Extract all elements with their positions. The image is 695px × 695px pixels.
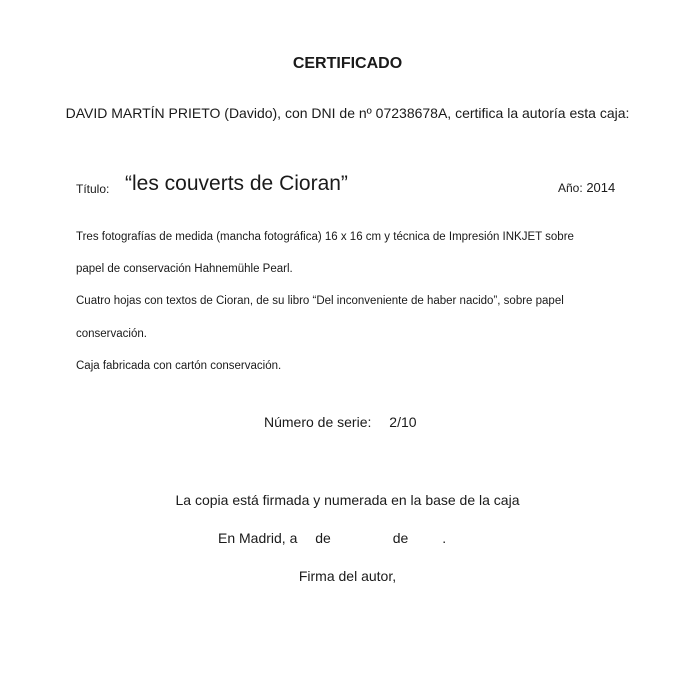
author-signature-label: Firma del autor, [298, 568, 397, 584]
certificate-heading: CERTIFICADO [292, 55, 403, 72]
year-label: Año: [558, 181, 583, 195]
serial-number [264, 414, 417, 430]
work-title: “les couverts de Cioran” [125, 172, 348, 195]
place-date-line [218, 530, 446, 546]
signed-copy-note: La copia está firmada y numerada en la base de la caja [175, 492, 520, 508]
description-line: Cuatro hojas con textos de Cioran, de su libro “Del inconveniente de haber nacido”, sobre papel [76, 295, 564, 307]
date-de-1: de [315, 530, 331, 546]
date-de-2: de [392, 530, 409, 546]
description-line: papel de conservación Hahnemühle Pearl. [76, 263, 293, 275]
title-row [0, 172, 695, 202]
author-statement: DAVID MARTÍN PRIETO (Davido), con DNI de nº 07238678A, certifica la autoría esta caja: [65, 105, 630, 121]
title-label: Título: [76, 182, 110, 196]
description-line: Caja fabricada con cartón conservación. [76, 360, 282, 372]
serial-value: 2/10 [389, 414, 417, 430]
serial-label: Número de serie: [264, 414, 372, 430]
year-field [558, 180, 615, 195]
description-line: conservación. [76, 328, 147, 340]
place-prefix: En Madrid, a [218, 530, 298, 546]
year-value: 2014 [586, 180, 616, 195]
date-end: . [442, 530, 447, 546]
description-line: Tres fotografías de medida (mancha fotográfica) 16 x 16 cm y técnica de Impresión INKJET sobre [76, 231, 574, 243]
